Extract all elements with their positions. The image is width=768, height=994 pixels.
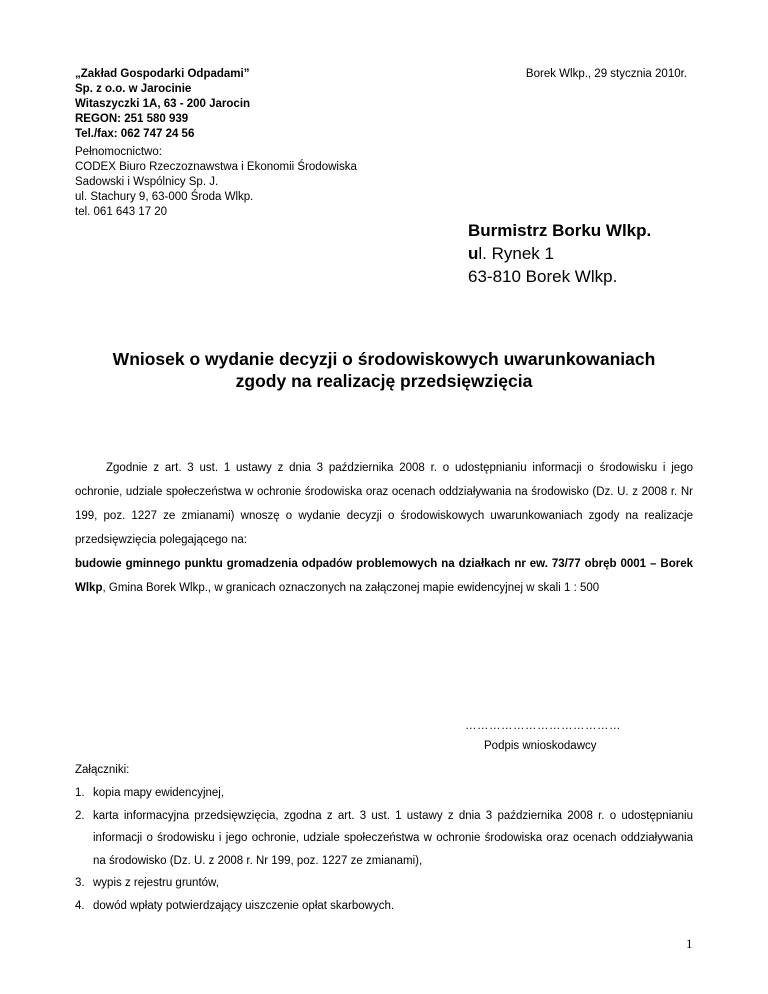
- sender-block: [75, 67, 250, 142]
- proxy-partners: Sadowski i Wspólnicy Sp. J.: [75, 176, 219, 188]
- attachments-list: [75, 782, 693, 917]
- document-body: [75, 456, 693, 600]
- proxy-label: Pełnomocnictwo:: [75, 146, 162, 158]
- list-item-text: kopia mapy ewidencyjnej,: [93, 787, 225, 799]
- proxy-name: CODEX Biuro Rzeczoznawstwa i Ekonomii Środowiska: [75, 161, 357, 173]
- recipient-block: [468, 219, 651, 288]
- list-item: [75, 872, 693, 895]
- body-intro: Zgodnie z art. 3 ust. 1 ustawy z dnia 3 października 2008 r. o udostępnianiu informacji o środowisku i jego ochronie, udziale społeczeństwa w ochronie środowiska oraz ocenach oddziaływania na środowisko (Dz. U. z 2008 r. Nr 199, poz. 1227 ze zmianami) wnoszę o wydanie decyzji o środowiskowych uwarunkowaniach zgody na realizacje przedsięwzięcia polegającego na:: [75, 462, 693, 546]
- list-item-text: wypis z rejestru gruntów,: [93, 877, 219, 889]
- list-item-number: 2.: [75, 809, 85, 822]
- sender-company: „Zakład Gospodarki Odpadami”: [75, 68, 250, 80]
- recipient-street: [468, 242, 651, 265]
- recipient-city: 63-810 Borek Wlkp.: [468, 267, 618, 286]
- list-item-number: 3.: [75, 877, 85, 889]
- sender-regon: REGON: 251 580 939: [75, 113, 189, 125]
- list-item-text: dowód wpłaty potwierdzający uiszczenie opłat skarbowych.: [93, 899, 395, 912]
- project-description-bold: budowie gminnego punktu gromadzenia odpadów problemowych na działkach nr ew. 73/77 obręb 0001 – Borek Wlkp: [75, 558, 693, 594]
- document-title: [60, 348, 708, 392]
- list-item-number: 1.: [75, 787, 85, 799]
- proxy-address: ul. Stachury 9, 63-000 Środa Wlkp.: [75, 191, 254, 203]
- recipient-street-first: u: [468, 244, 479, 263]
- page-number: 1: [686, 936, 693, 951]
- title-line-1: Wniosek o wydanie decyzji o środowiskowych uwarunkowaniach: [112, 349, 656, 369]
- title-line-2: zgody na realizację przedsięwzięcia: [235, 371, 533, 391]
- signature-line: …………………………………: [465, 720, 621, 732]
- body-project: [75, 552, 693, 600]
- proxy-block: [75, 145, 357, 220]
- proxy-phone: tel. 061 643 17 20: [75, 206, 168, 218]
- recipient-street-rest: l. Rynek 1: [478, 244, 554, 263]
- project-description-rest: , Gmina Borek Wlkp., w granicach oznaczonych na załączonej mapie ewidencyjnej w skali 1 : 500: [102, 582, 600, 594]
- sender-company-city: Sp. z o.o. w Jarocinie: [75, 83, 192, 95]
- list-item-number: 4.: [75, 899, 85, 912]
- sender-address: Witaszyczki 1A, 63 - 200 Jarocin: [75, 98, 251, 110]
- attachments-heading: Załączniki:: [75, 764, 130, 776]
- list-item: [75, 805, 693, 873]
- list-item-text: karta informacyjna przedsięwzięcia, zgodna z art. 3 ust. 1 ustawy z dnia 3 października 2008 r. o udostępnianiu informacji o środowisku i jego ochronie, udziale społeczeństwa w ochronie środowiska oraz ocenach oddziaływania na środowisko (Dz. U. z 2008 r. Nr 199, poz. 1227 ze zmianami),: [93, 809, 693, 867]
- list-item: [75, 782, 693, 805]
- sender-phone: Tel./fax: 062 747 24 56: [75, 128, 195, 140]
- signature-label: Podpis wnioskodawcy: [484, 740, 597, 752]
- list-item: [75, 895, 693, 918]
- recipient-name: Burmistrz Borku Wlkp.: [468, 221, 652, 240]
- document-date: Borek Wlkp., 29 stycznia 2010r.: [525, 68, 687, 80]
